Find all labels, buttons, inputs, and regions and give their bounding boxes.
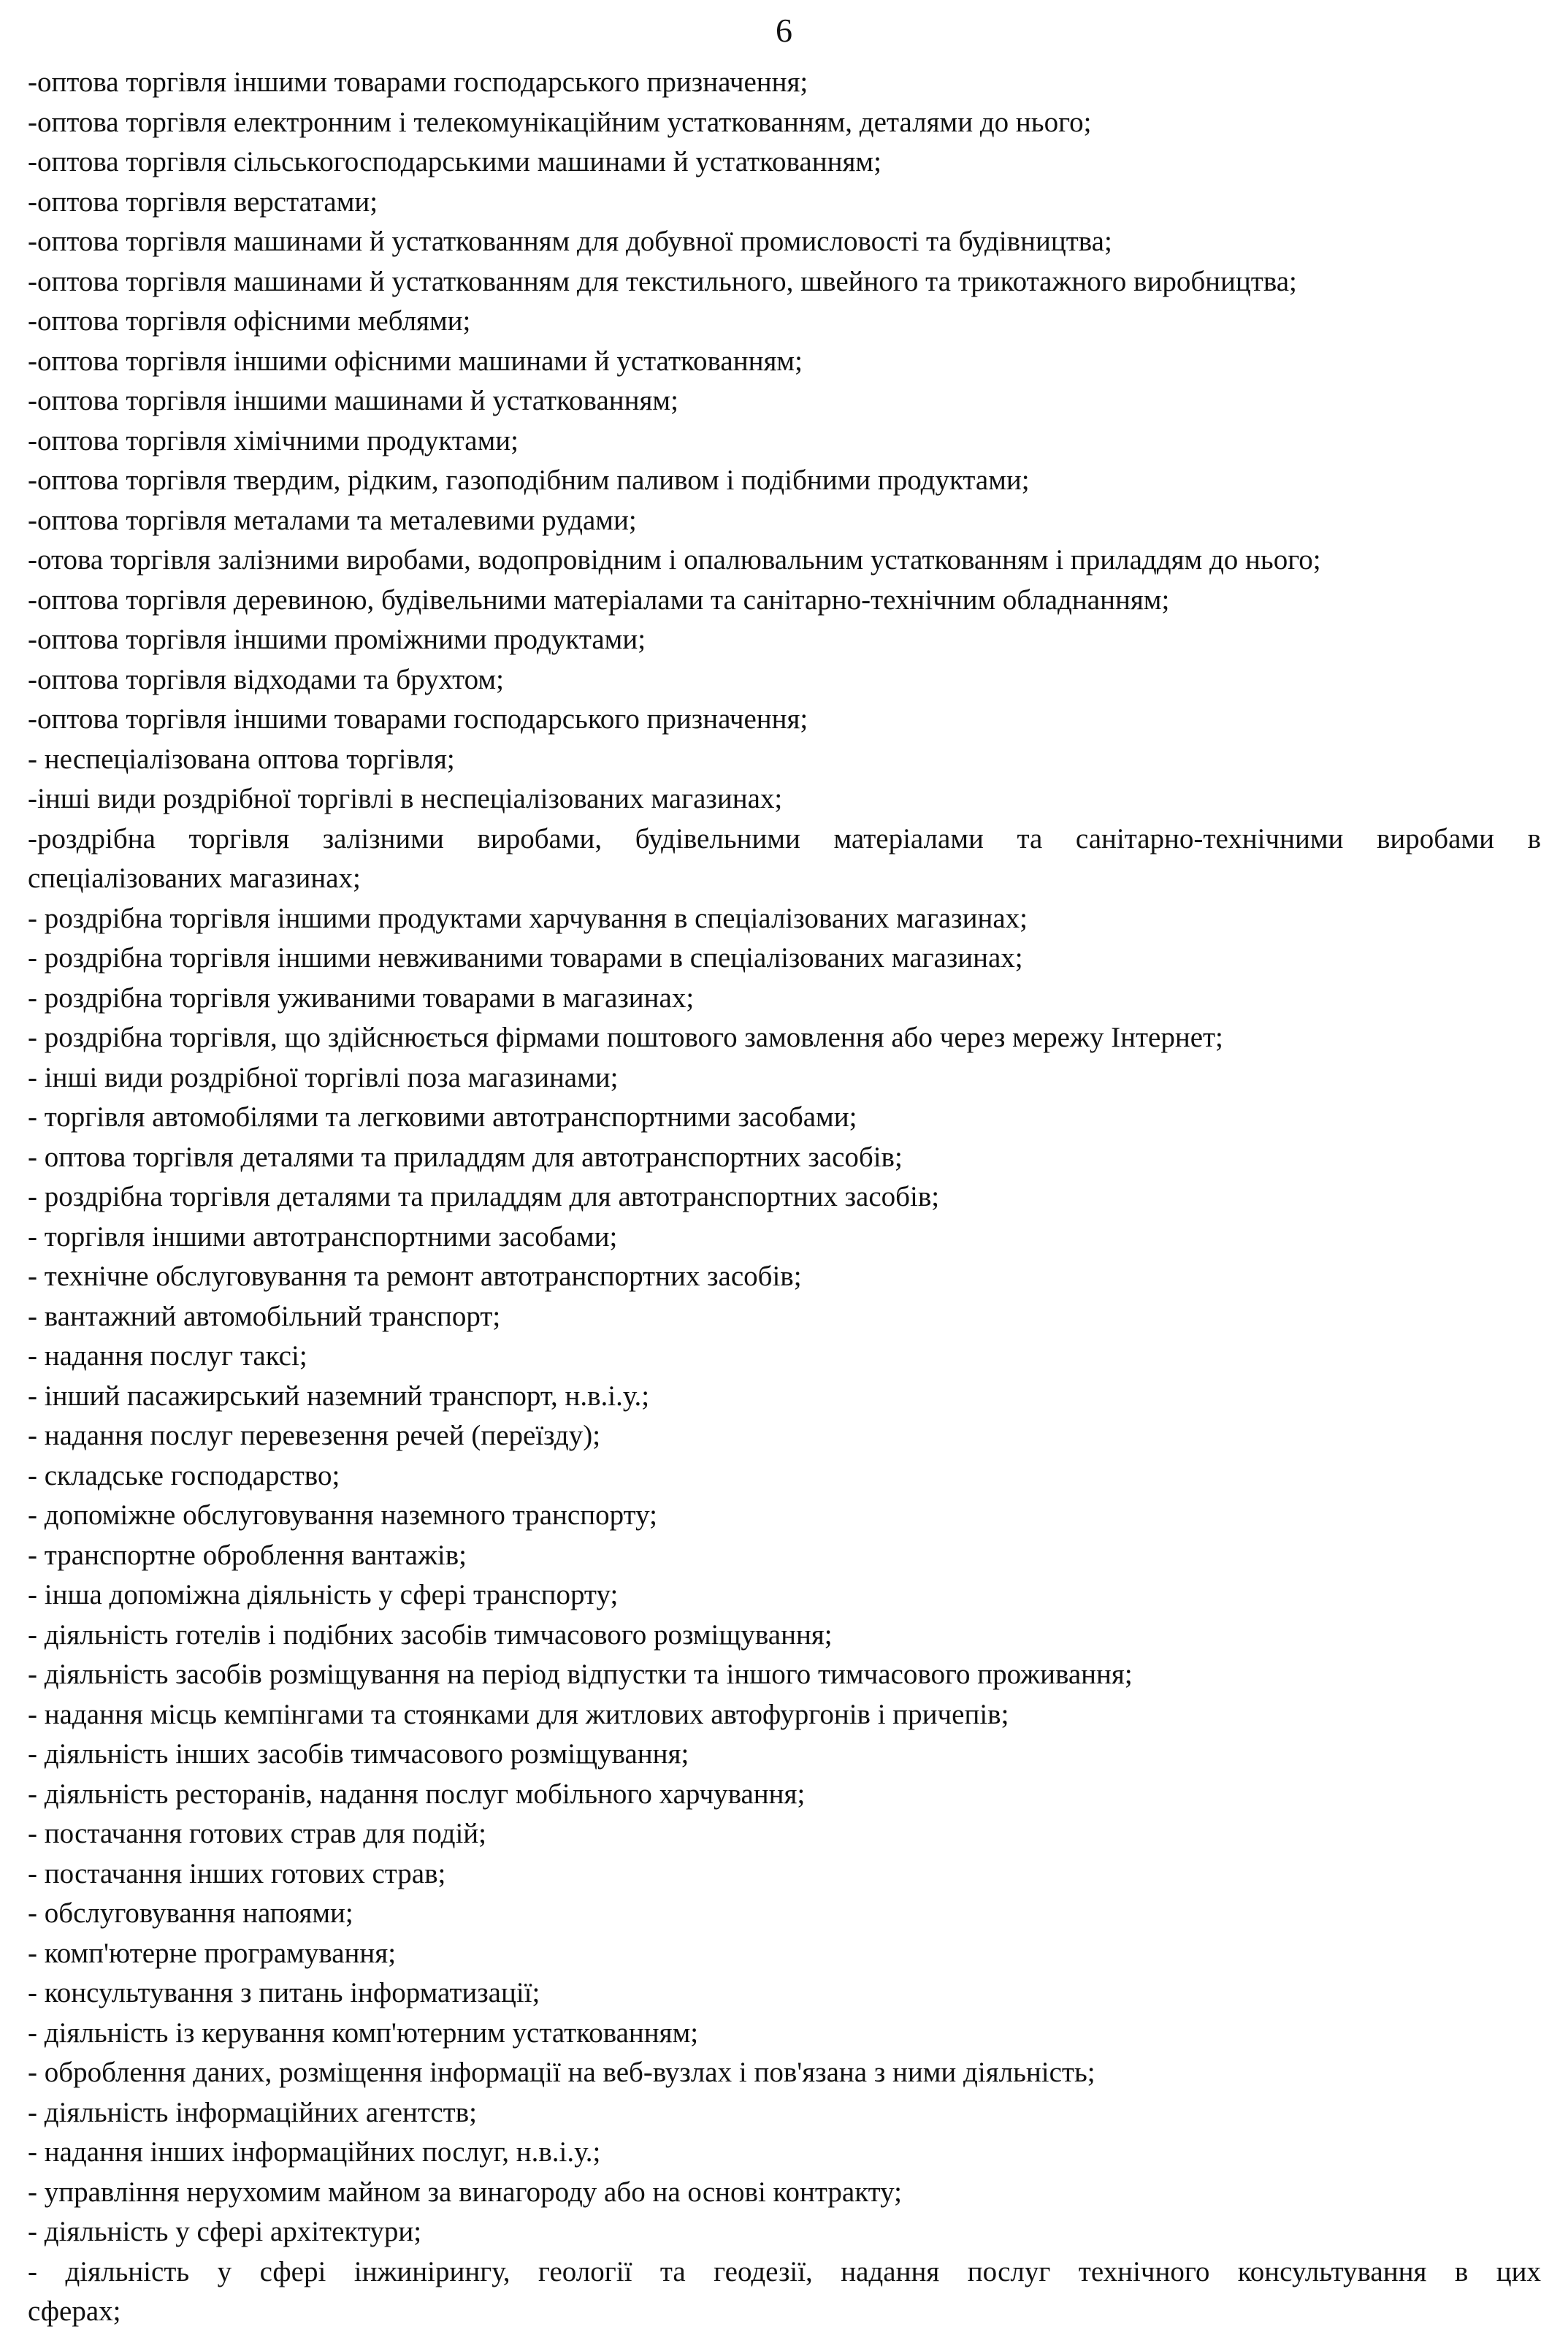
list-item: - інший пасажирський наземний транспорт, н.в.і.у.; xyxy=(28,1380,650,1412)
list-item: - вантажний автомобільний транспорт; xyxy=(28,1300,501,1332)
list-item: - надання послуг перевезення речей (переїзду); xyxy=(28,1420,601,1451)
list-item: - діяльність у сфері інжинірингу, геології та геодезії, надання послуг технічного консультування в цих xyxy=(28,2255,1541,2287)
list-item: -оптова торгівля відходами та брухтом; xyxy=(28,663,504,695)
list-item: - роздрібна торгівля, що здійснюється фірмами поштового замовлення або через мережу Інтернет; xyxy=(28,1022,1223,1053)
list-item: - роздрібна торгівля іншими продуктами харчування в спеціалізованих магазинах; xyxy=(28,902,1028,934)
list-item: -інші види роздрібної торгівлі в неспеціалізованих магазинах; xyxy=(28,783,783,814)
list-item: -оптова торгівля електронним і телекомунікаційним устаткованням, деталями до нього; xyxy=(28,106,1092,138)
list-item: - діяльність інших засобів тимчасового розміщування; xyxy=(28,1738,689,1770)
list-item: - консультування з питань інформатизації; xyxy=(28,1977,540,2008)
list-item: - допоміжне обслуговування наземного транспорту; xyxy=(28,1499,657,1531)
list-item: - діяльність засобів розміщування на період відпустки та іншого тимчасового проживання; xyxy=(28,1659,1133,1690)
list-item: - інші види роздрібної торгівлі поза магазинами; xyxy=(28,1061,619,1093)
list-item: - торгівля іншими автотранспортними засобами; xyxy=(28,1220,618,1253)
list-item: - діяльність інформаційних агентств; xyxy=(28,2096,477,2128)
list-item: -оптова торгівля верстатами; xyxy=(28,186,378,218)
list-item: - роздрібна торгівля уживаними товарами в магазинах; xyxy=(28,982,695,1014)
list-item: - постачання готових страв для подій; xyxy=(28,1818,487,1849)
list-item: - діяльність у сфері архітектури; xyxy=(28,2216,422,2247)
list-item: -оптова торгівля машинами й устаткованням для добувної промисловості та будівництва; xyxy=(28,226,1112,257)
list-item: -роздрібна торгівля залізними виробами, будівельними матеріалами та санітарно-технічними виробами в xyxy=(28,822,1541,855)
list-item: - надання інших інформаційних послуг, н.в.і.у.; xyxy=(28,2136,601,2168)
activity-list xyxy=(28,63,1541,2332)
list-item: - технічне обслуговування та ремонт автотранспортних засобів; xyxy=(28,1261,802,1292)
list-item: -оптова торгівля іншими проміжними продуктами; xyxy=(28,624,646,655)
list-item: сферах; xyxy=(28,2295,121,2327)
list-item: - неспеціалізована оптова торгівля; xyxy=(28,743,455,775)
list-item: -оптова торгівля металами та металевими рудами; xyxy=(28,504,637,536)
list-item: - діяльність готелів і подібних засобів тимчасового розміщування; xyxy=(28,1618,833,1651)
list-item: -оптова торгівля сільськогосподарськими машинами й устаткованням; xyxy=(28,146,881,177)
list-item: - інша допоміжна діяльність у сфері транспорту; xyxy=(28,1579,619,1610)
list-item: - роздрібна торгівля іншими невживаними товарами в спеціалізованих магазинах; xyxy=(28,942,1023,974)
page-number: 6 xyxy=(776,12,792,49)
list-item: -оптова торгівля іншими офісними машинами й устаткованням; xyxy=(28,345,803,377)
list-item: -оптова торгівля офісними меблями; xyxy=(28,305,471,337)
list-item: - діяльність ресторанів, надання послуг мобільного харчування; xyxy=(28,1778,806,1810)
list-item: -оптова торгівля іншими товарами господарського призначення; xyxy=(28,703,808,735)
list-item: - транспортне оброблення вантажів; xyxy=(28,1539,467,1571)
list-item: - постачання інших готових страв; xyxy=(28,1857,446,1889)
list-item: - обслуговування напоями; xyxy=(28,1897,353,1929)
list-item: -оптова торгівля іншими товарами господарського призначення; xyxy=(28,66,808,98)
list-item: спеціалізованих магазинах; xyxy=(28,863,361,894)
list-item: - діяльність із керування комп'ютерним устаткованням; xyxy=(28,2016,699,2049)
list-item: - торгівля автомобілями та легковими автотранспортними засобами; xyxy=(28,1101,857,1133)
list-item: -оптова торгівля іншими машинами й устаткованням; xyxy=(28,385,678,416)
list-item: -отова торгівля залізними виробами, водопровідним і опалювальним устаткованням і приладдям до нього; xyxy=(28,544,1321,576)
list-item: - управління нерухомим майном за винагороду або на основі контракту; xyxy=(28,2176,902,2208)
list-item: - комп'ютерне програмування; xyxy=(28,1937,397,1969)
list-item: - оброблення даних, розміщення інформації на веб-вузлах і пов'язана з ними діяльність; xyxy=(28,2057,1095,2088)
list-item: - роздрібна торгівля деталями та приладдям для автотранспортних засобів; xyxy=(28,1181,940,1212)
list-item: -оптова торгівля хімічними продуктами; xyxy=(28,424,519,456)
list-item: - надання місць кемпінгами та стоянками для житлових автофургонів і причепів; xyxy=(28,1698,1009,1730)
list-item: -оптова торгівля деревиною, будівельними матеріалами та санітарно-технічним обладнанням; xyxy=(28,584,1170,616)
list-item: - складське господарство; xyxy=(28,1459,340,1491)
list-item: - оптова торгівля деталями та приладдям для автотранспортних засобів; xyxy=(28,1141,903,1173)
list-item: -оптова торгівля твердим, рідким, газоподібним паливом і подібними продуктами; xyxy=(28,465,1030,496)
list-item: - надання послуг таксі; xyxy=(28,1340,307,1372)
list-item: -оптова торгівля машинами й устаткованням для текстильного, швейного та трикотажного виробництва; xyxy=(28,265,1297,297)
